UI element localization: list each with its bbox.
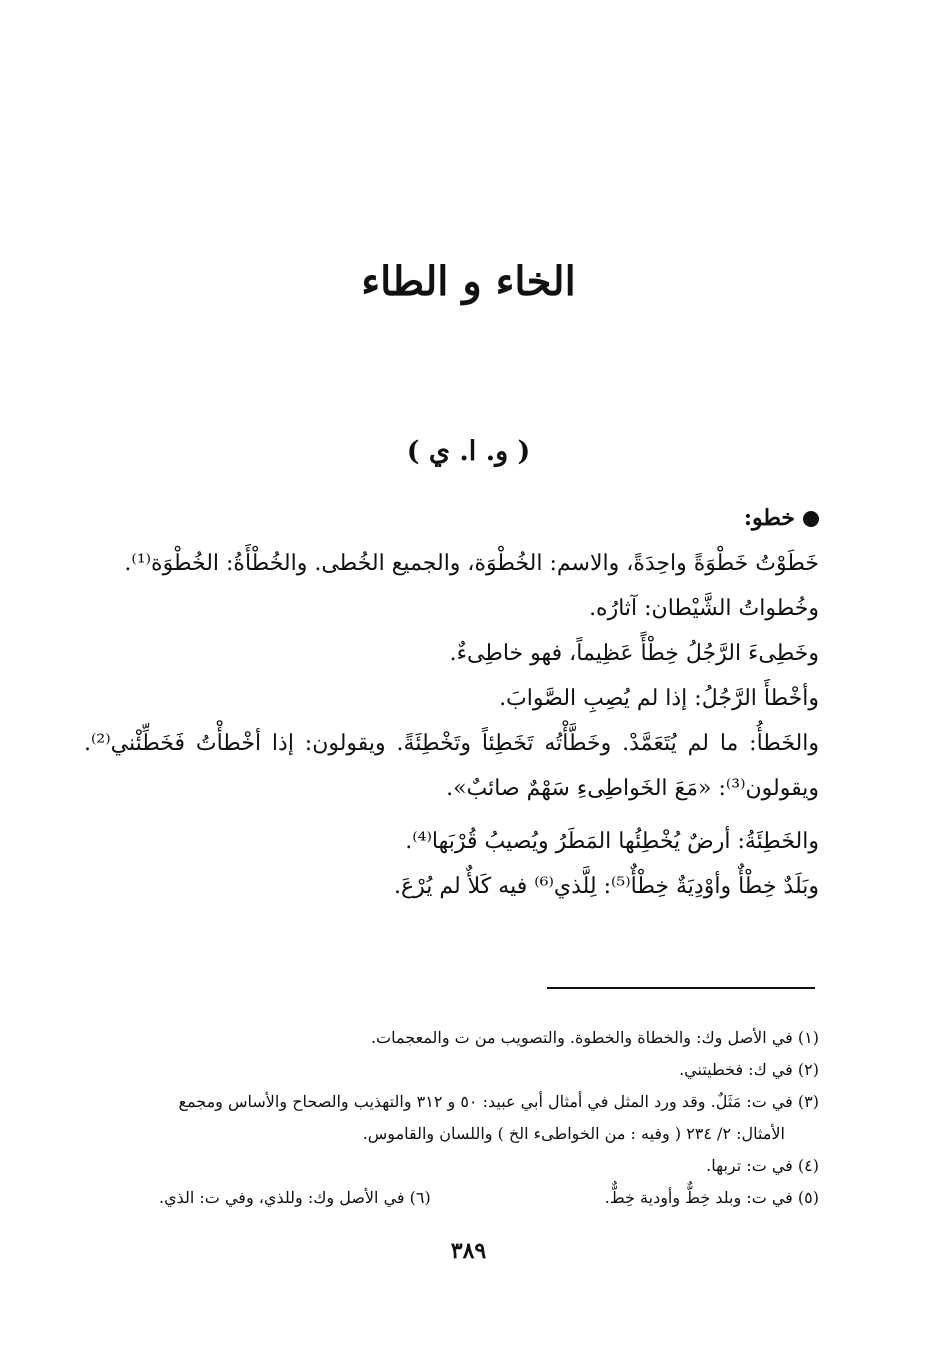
footnote-divider <box>547 987 815 989</box>
root-heading: ( و. ا. ي ) <box>406 436 531 467</box>
footnote-5: (٥) في ت: وبلد خِطٌّ وأودية خِطٌّ. <box>604 1188 819 1207</box>
paragraph-2: وخُطواتُ الشَّيْطان: آثارُه. <box>589 596 819 621</box>
footnote-6: (٦) في الأصل وك: وللذي، وفي ت: الذي. <box>159 1188 431 1207</box>
chapter-title: الخاء و الطاء <box>361 258 576 305</box>
entry-headword-line <box>84 496 819 541</box>
paragraph-1: خَطَوْتُ خَطْوَةً واحِدَةً، والاسم: الخُطْوَة، والجميع الخُطى. والخُطْأَةُ: الخُطْوَة⁽¹⁾. <box>124 551 819 576</box>
footnote-row-5-6 <box>159 1182 819 1214</box>
footnotes <box>84 1022 819 1214</box>
footnote-3: (٣) في ت: مَثَلٌ. وقد ورد المثل في أمثال أبي عبيد: ٥٠ و ٣١٢ والتهذيب والصحاح والأساس ومجمع <box>178 1092 819 1111</box>
footnote-1: (١) في الأصل وك: والخطاة والخطوة. والتصويب من ت والمعجمات. <box>370 1028 819 1047</box>
footnote-2: (٢) في ك: فخطيتني. <box>679 1060 819 1079</box>
page-number: ٣٨٩ <box>450 1238 487 1264</box>
footnote-3-continuation: الأمثال: ٢/ ٢٣٤ ( وفيه : من الخواطىء الخ ) واللسان والقاموس. <box>362 1124 785 1143</box>
entry-body <box>84 496 819 909</box>
paragraph-gap <box>84 811 819 819</box>
footnote-4: (٤) في ت: تربها. <box>706 1156 819 1175</box>
paragraph-5: والخَطأُ: ما لم يُتَعَمَّدْ. وخَطَّأْتُه تَخَطِئاً وتَخْطِئَةً. ويقولون: إذا أخْطأْتُ فَخَطِّئْني⁽²⁾. ويقولون⁽³⁾: «مَعَ الخَواطِىءِ سَهْمٌ صائبٌ». <box>84 731 819 801</box>
entry-headword: خطو: <box>743 505 795 531</box>
paragraph-4: وأخْطأَ الرَّجُلُ: إذا لم يُصِبِ الصَّوابَ. <box>499 686 819 711</box>
paragraph-6: والخَطِئَةُ: أرضٌ يُخْطِئُها المَطَرُ ويُصيبُ قُرْبَها⁽⁴⁾. <box>405 829 819 854</box>
paragraph-3: وخَطِىءَ الرَّجُلُ خِطْأً عَظِيماً، فهو خاطِىءٌ. <box>449 641 819 666</box>
bullet-dot-icon <box>803 511 819 527</box>
paragraph-7: وبَلَدٌ خِطْأٌ وأوْدِيَةٌ خِطْأٌ⁽⁵⁾: لِلَّذي⁽⁶⁾ فيه كَلأٌ لم يُرْعَ. <box>393 874 819 899</box>
